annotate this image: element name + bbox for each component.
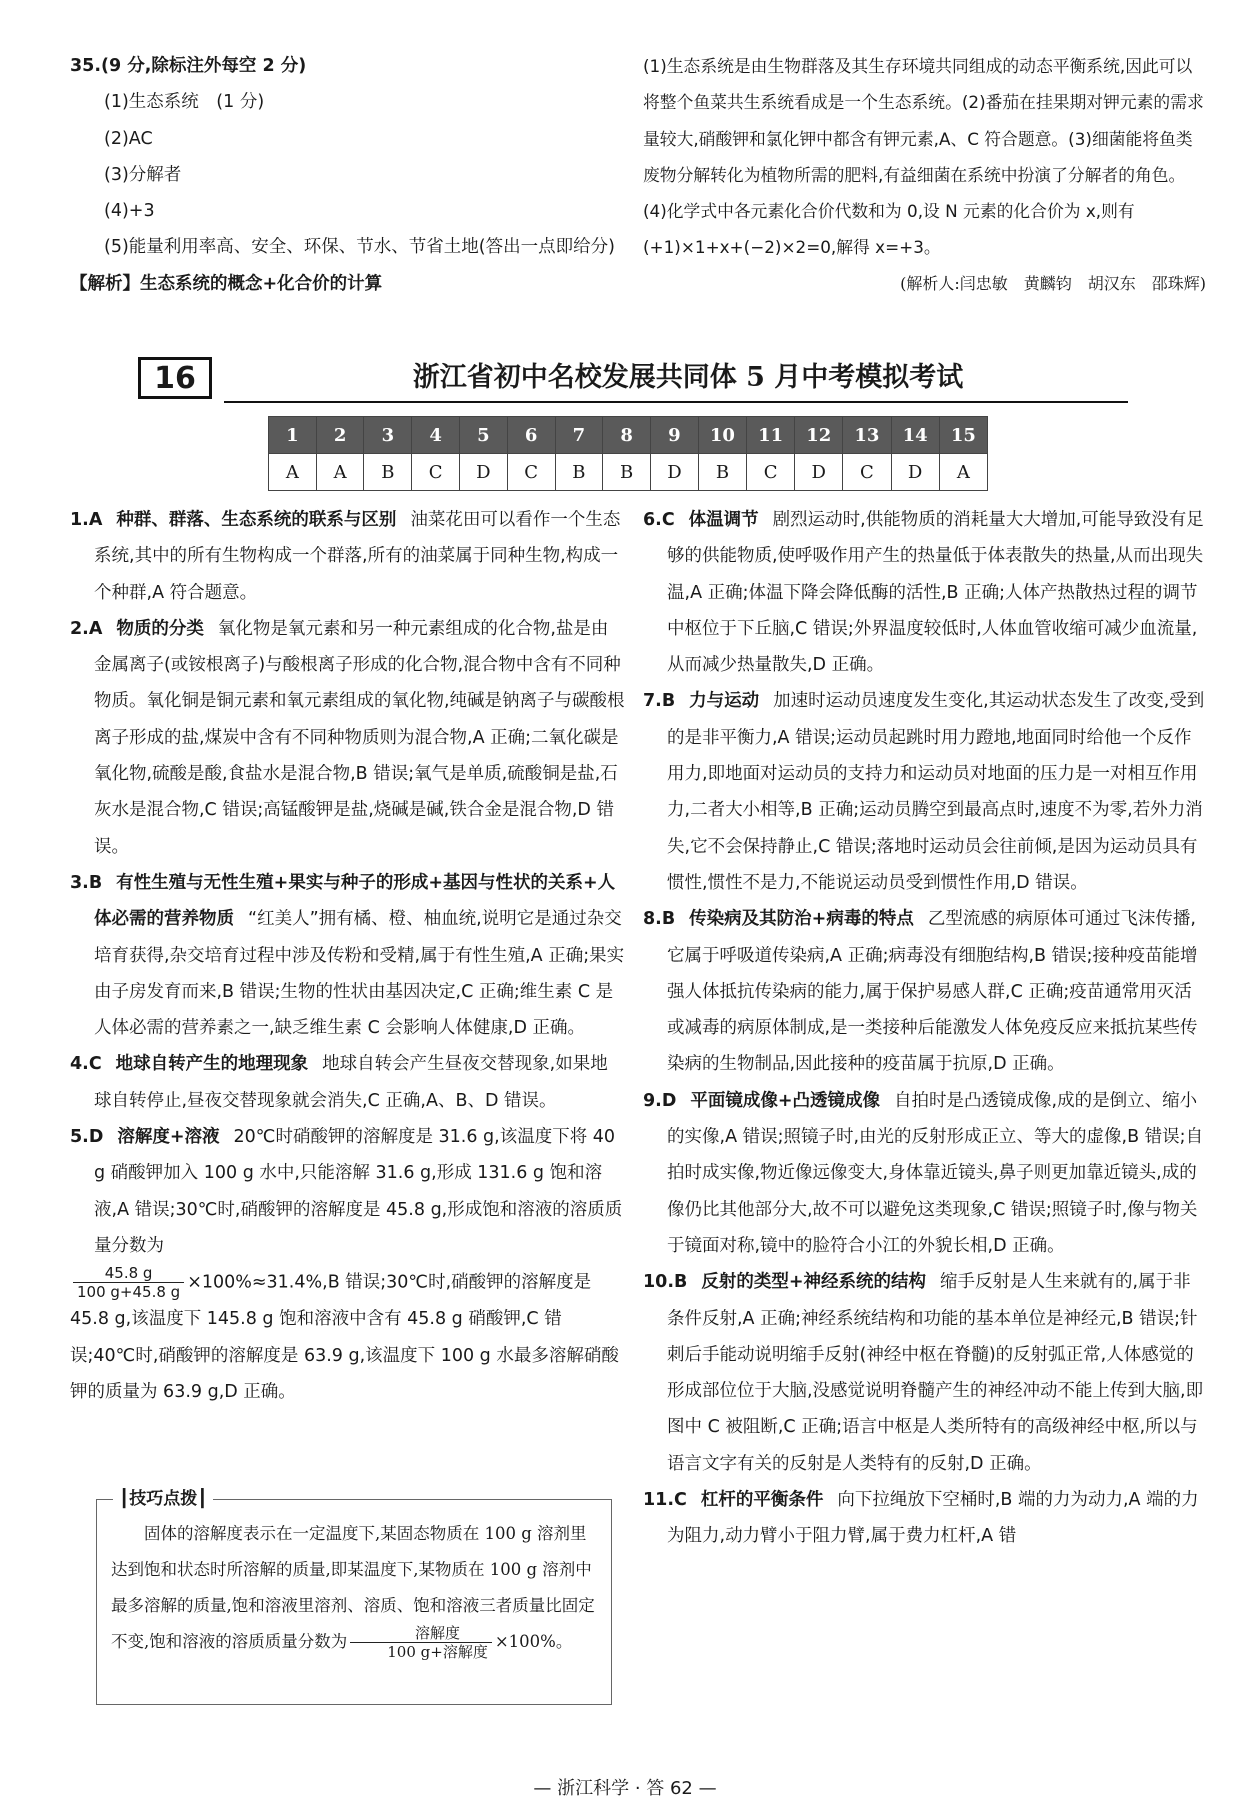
left-column: [70, 502, 625, 1410]
answer-item: [643, 1482, 1206, 1555]
question-topic: 平面镜成像+凸透镜成像: [690, 1090, 881, 1111]
answer-key-number: 5: [459, 417, 507, 454]
answer-key-number: 11: [747, 417, 795, 454]
answer-text: 自拍时是凸透镜成像,成的是倒立、缩小的实像,A 错误;照镜子时,由光的反射形成正立、等大的虚像,B 错误;自拍时成实像,物近像远像变大,身体靠近镜头,鼻子则更加靠近镜头,成的像仍比其他部分大,故不可以避免这类现象,C 错误;照镜子时,像与物关于镜面对称,镜中的脸符合小江的外貌长相,D 正确。: [667, 1090, 1204, 1256]
answer-key-number: 1: [269, 417, 317, 454]
question-topic: 体温调节: [688, 510, 759, 530]
answer-text: 地球自转会产生昼夜交替现象,如果地球自转停止,昼夜交替现象就会消失,C 正确,A、B、D 错误。: [94, 1054, 608, 1111]
answer-key-answer: C: [412, 454, 460, 491]
q35-analysis-head: 【解析】生态系统的概念+化合价的计算: [70, 273, 383, 294]
q35-answer-2: (2)AC: [104, 128, 153, 149]
answer-item: [643, 683, 1206, 901]
section-header: [138, 357, 1128, 403]
page-footer: — 浙江科学 · 答 62 —: [533, 1778, 717, 1799]
answer-key-answer: D: [651, 454, 699, 491]
question-number: 10.B: [643, 1272, 688, 1293]
answer-item: [70, 1119, 625, 1264]
question-number: 4.C: [70, 1054, 102, 1075]
question-number: 1.A: [70, 510, 103, 530]
question-topic: 物质的分类: [116, 618, 204, 639]
q35-answer-4: (4)+3: [104, 201, 155, 222]
question-number: 7.B: [643, 691, 676, 712]
answer-key-answer: B: [364, 454, 412, 491]
answer-item: [70, 1264, 625, 1410]
answer-text: 剧烈运动时,供能物质的消耗量大大增加,可能导致没有足够的供能物质,使呼吸作用产生的热量低于体表散失的热量,从而出现失温,A 正确;体温下降会降低酶的活性,B 正确;人体产热散热过程的调节中枢位于下丘脑,C 错误;外界温度较低时,人体血管收缩可减少血流量,从而减少热量散失,D 正确。: [667, 510, 1204, 676]
answer-item: [70, 611, 625, 865]
answer-key-answer: C: [747, 454, 795, 491]
question-topic: 反射的类型+神经系统的结构: [701, 1272, 927, 1293]
answer-key-number: 10: [698, 417, 746, 454]
answer-key-answer: D: [795, 454, 843, 491]
tip-text: 固体的溶解度表示在一定温度下,某固态物质在 100 g 溶剂里达到饱和状态时所溶解的质量,即某温度下,某物质在 100 g 溶剂中最多溶解的质量,饱和溶液里溶剂、溶质、饱和溶液三者质量比固定不变,饱和溶液的溶质质量分数为 $\frac{\text{溶解度}}{\text{100 g+溶解度}}$ ×100%。: [111, 1524, 595, 1661]
answer-key-number: 14: [891, 417, 939, 454]
answer-text: 缩手反射是人生来就有的,属于非条件反射,A 正确;神经系统结构和功能的基本单位是神经元,B 错误;针刺后手能动说明缩手反射(神经中枢在脊髓)的反射弧正常,人体感觉的形成部位位于大脑,没感觉说明脊髓产生的神经冲动不能上传到大脑,即图中 C 被阻断,C 正确;语言中枢是人类所特有的高级神经中枢,所以与语言文字有关的反射是人类特有的反射,D 正确。: [667, 1272, 1204, 1474]
question-number: 5.D: [70, 1127, 104, 1148]
q35-answer-3: (3)分解者: [104, 164, 182, 185]
question-topic: 溶解度+溶液: [117, 1127, 220, 1148]
right-column: [643, 502, 1206, 1555]
answer-key-answer: C: [507, 454, 555, 491]
answer-item: [643, 502, 1206, 683]
answer-key-number: 6: [507, 417, 555, 454]
q35-analysis: [643, 48, 1206, 302]
answer-key-number: 3: [364, 417, 412, 454]
fraction: $\frac{45.8 g}{100 g+45.8 g}$: [73, 1264, 184, 1301]
answer-key-answer: A: [939, 454, 987, 491]
question-topic: 杠杆的平衡条件: [700, 1490, 824, 1511]
answer-text: “红美人”拥有橘、橙、柚血统,说明它是通过杂交培育获得,杂交培育过程中涉及传粉和受精,属于有性生殖,A 正确;果实由子房发育而来,B 错误;生物的性状由基因决定,C 正确;维生素 C 是人体必需的营养素之一,缺乏维生素 C 会影响人体健康,D 正确。: [94, 909, 625, 1039]
answer-key-number: 15: [939, 417, 987, 454]
q35-block: [70, 48, 625, 302]
answer-text: 20℃时硝酸钾的溶解度是 31.6 g,该温度下将 40 g 硝酸钾加入 100 g 水中,只能溶解 31.6 g,形成 131.6 g 饱和溶液,A 错误;30℃时,硝酸钾的溶解度是 45.8 g,形成饱和溶液的溶质质量分数为: [94, 1127, 623, 1256]
question-number: 9.D: [643, 1090, 677, 1111]
q35-answer-1: (1)生态系统 (1 分): [104, 92, 265, 113]
answer-key-number: 9: [651, 417, 699, 454]
answer-key-number: 8: [603, 417, 651, 454]
answer-item: [70, 502, 625, 611]
question-topic: 力与运动: [689, 691, 760, 712]
answer-key-numbers: [269, 417, 988, 454]
section-title: 浙江省初中名校发展共同体 5 月中考模拟考试: [412, 362, 964, 393]
answer-key-answer: D: [459, 454, 507, 491]
question-number: 2.A: [70, 618, 103, 639]
answer-item: [643, 901, 1206, 1082]
tip-title: ┃技巧点拨┃: [113, 1486, 213, 1512]
answer-key-answers: [269, 454, 988, 491]
answer-item: [70, 865, 625, 1046]
answer-key-answer: A: [269, 454, 317, 491]
answer-text: 氧化物是氧元素和另一种元素组成的化合物,盐是由金属离子(或铵根离子)与酸根离子形成的化合物,混合物中含有不同种物质。氧化铜是铜元素和氧元素组成的氧化物,纯碱是钠离子与碳酸根离子形成的盐,煤炭中含有不同种物质则为混合物,A 正确;二氧化碳是氧化物,硫酸是酸,食盐水是混合物,B 错误;氧气是单质,硫酸铜是盐,石灰水是混合物,C 错误;高锰酸钾是盐,烧碱是碱,铁合金是混合物,D 错误。: [94, 618, 625, 857]
question-topic: 种群、群落、生态系统的联系与区别: [116, 510, 397, 530]
q35-credit: (解析人:闫忠敏 黄麟钧 胡汉东 邵珠辉): [900, 273, 1206, 293]
answer-text: 向下拉绳放下空桶时,B 端的力为动力,A 端的力为阻力,动力臂小于阻力臂,属于费力杠杆,A 错: [667, 1490, 1199, 1547]
question-number: 11.C: [643, 1490, 687, 1511]
question-topic: 传染病及其防治+病毒的特点: [689, 909, 914, 930]
answer-key-number: 4: [412, 417, 460, 454]
answer-text: ×100%≈31.4%,B 错误;30℃时,硝酸钾的溶解度是 45.8 g,该温度下 145.8 g 饱和溶液中含有 45.8 g 硝酸钾,C 错误;40℃时,硝酸钾的溶解度是 63.9 g,该温度下 100 g 水最多溶解硝酸钾的质量为 63.9 g,D 正确。: [70, 1272, 619, 1402]
question-number: 3.B: [70, 872, 103, 893]
answer-key-answer: D: [891, 454, 939, 491]
answer-item: [643, 1083, 1206, 1264]
q35-title: 35.(9 分,除标注外每空 2 分): [70, 56, 307, 76]
tip-fraction: $\frac{\text{溶解度}}{\text{100 g+溶解度}}$: [350, 1624, 492, 1661]
tip-box: [96, 1489, 612, 1705]
q35-analysis-text: (1)生态系统是由生物群落及其生存环境共同组成的动态平衡系统,因此可以将整个鱼菜共生系统看成是一个生态系统。(2)番茄在挂果期对钾元素的需求量较大,硝酸钾和氯化钾中都含有钾元素,A、C 符合题意。(3)细菌能将鱼类废物分解转化为植物所需的肥料,有益细菌在系统中扮演了分解者的角色。(4)化学式中各元素化合价代数和为 0,设 N 元素的化合价为 x,则有(+1)×1+x+(−2)×2=0,解得 x=+3。: [643, 56, 1204, 258]
question-number: 6.C: [643, 510, 675, 530]
question-number: 8.B: [643, 909, 676, 930]
answer-key-number: 13: [843, 417, 891, 454]
answer-item: [70, 1046, 625, 1119]
answer-item: [643, 1264, 1206, 1482]
answer-key-number: 7: [555, 417, 603, 454]
answer-key-table: [268, 416, 988, 491]
answer-text: 加速时运动员速度发生变化,其运动状态发生了改变,受到的是非平衡力,A 错误;运动员起跳时用力蹬地,地面同时给他一个反作用力,即地面对运动员的支持力和运动员对地面的压力是一对相互作用力,二者大小相等,B 正确;运动员腾空到最高点时,速度不为零,若外力消失,它不会保持静止,C 错误;落地时运动员会往前倾,是因为运动员具有惯性,惯性不是力,不能说运动员受到惯性作用,D 错误。: [667, 691, 1205, 893]
answer-key-answer: A: [316, 454, 364, 491]
q35-answer-5: (5)能量利用率高、安全、环保、节水、节省土地(答出一点即给分): [104, 237, 615, 258]
answer-key-answer: B: [603, 454, 651, 491]
header-rule: [224, 401, 1128, 403]
answer-key-number: 2: [316, 417, 364, 454]
answer-text: 乙型流感的病原体可通过飞沫传播,它属于呼吸道传染病,A 正确;病毒没有细胞结构,B 错误;接种疫苗能增强人体抵抗传染病的能力,属于保护易感人群,C 正确;疫苗通常用灭活或减毒的病原体制成,是一类接种后能激发人体免疫反应来抵抗某些传染病的生物制品,因此接种的疫苗属于抗原,D 正确。: [667, 909, 1198, 1075]
answer-key-answer: B: [698, 454, 746, 491]
answer-key-answer: B: [555, 454, 603, 491]
section-number: 16: [138, 357, 212, 399]
question-topic: 地球自转产生的地理现象: [115, 1054, 309, 1075]
answer-text: 油菜花田可以看作一个生态系统,其中的所有生物构成一个群落,所有的油菜属于同种生物,构成一个种群,A 符合题意。: [94, 510, 621, 603]
answer-key-number: 12: [795, 417, 843, 454]
question-topic: 有性生殖与无性生殖+果实与种子的形成+基因与性状的关系+人体必需的营养物质: [94, 872, 616, 930]
answer-key-answer: C: [843, 454, 891, 491]
